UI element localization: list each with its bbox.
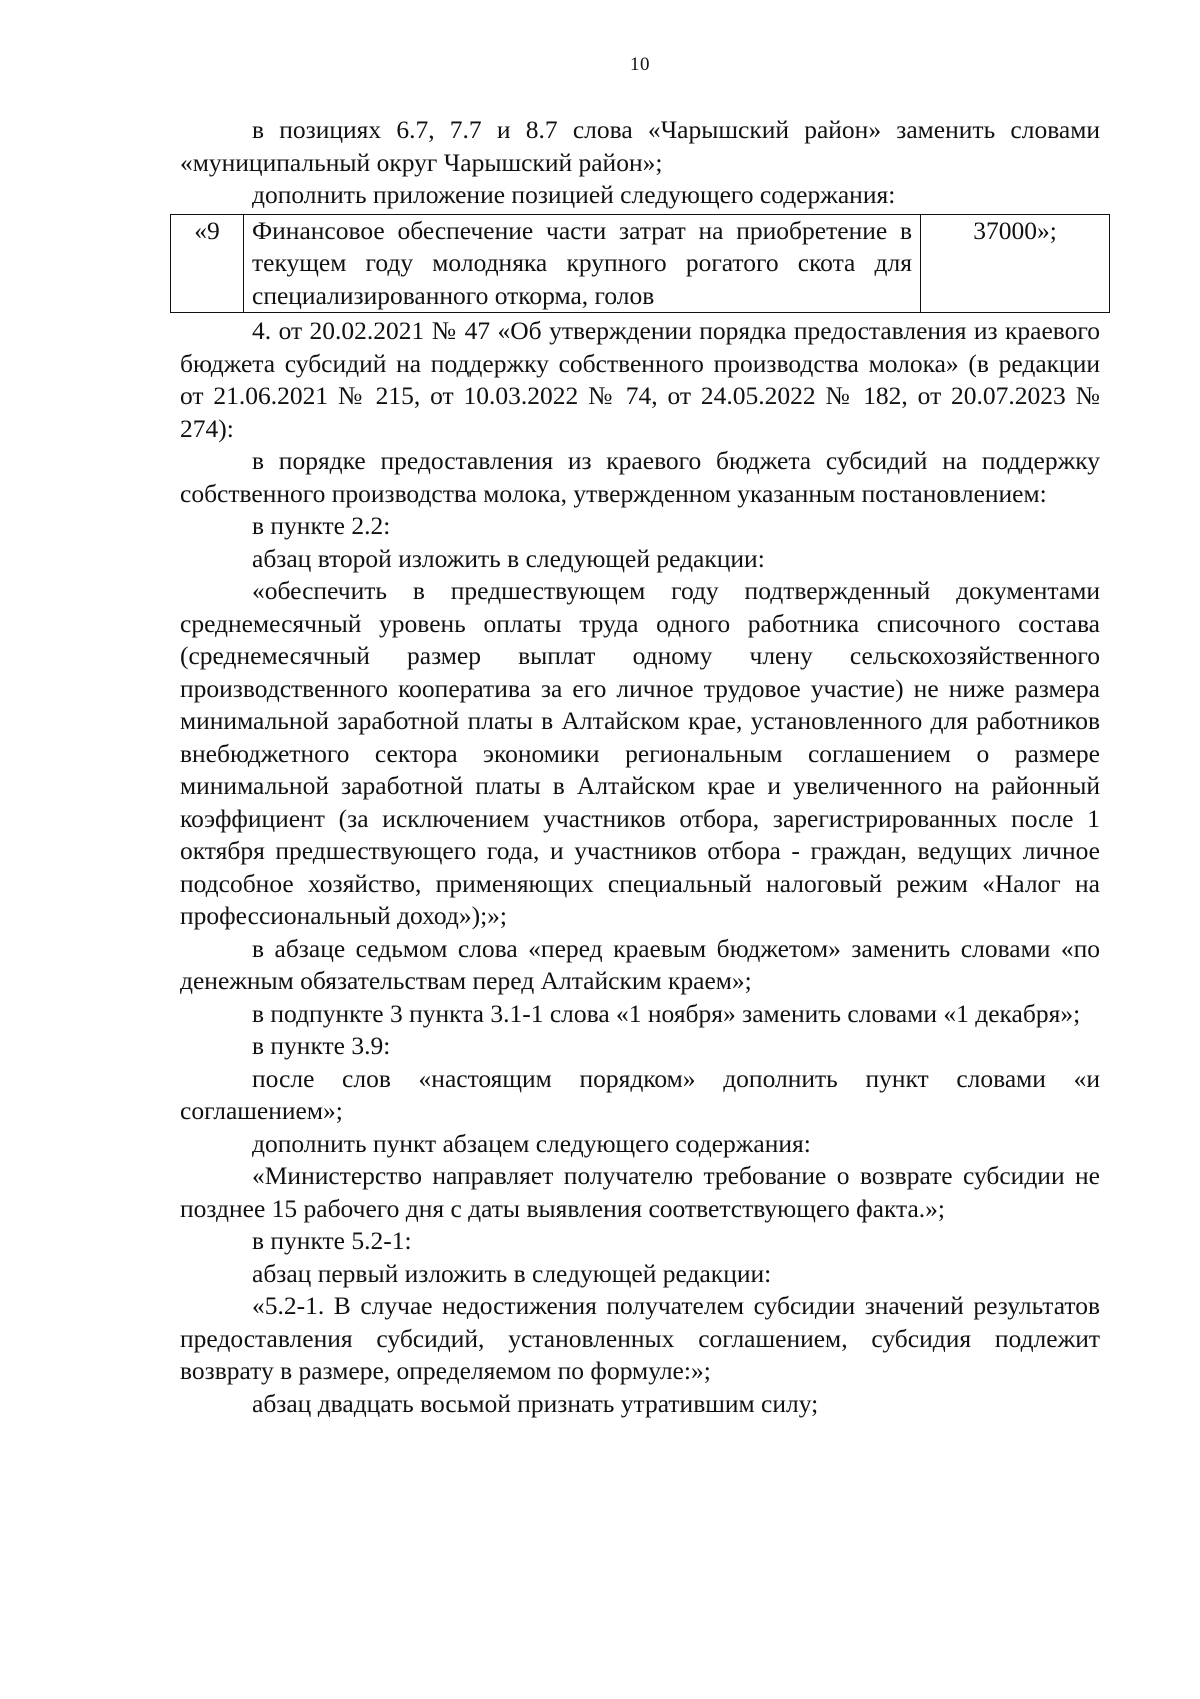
paragraph: в подпункте 3 пункта 3.1-1 слова «1 ноября» заменить словами «1 декабря»; xyxy=(252,998,1081,1028)
table-cell-description: Финансовое обеспечение части затрат на приобретение в текущем году молодняка крупного рогатого скота для специализированного откорма, голов xyxy=(244,214,921,313)
paragraph: дополнить приложение позицией следующего содержания: xyxy=(252,180,896,209)
table-cell-number: «9 xyxy=(171,214,244,313)
paragraph: 4. от 20.02.2021 № 47 «Об утверждении порядка предоставления из краевого бюджета субсидий на поддержку собственного производства молока» (в редакции от 21.06.2021 № 215, от 10.03.2022 № 74, от 24.05.2022 № 182, от 20.07.2023 № 274): xyxy=(180,316,1100,443)
page-number: 10 xyxy=(630,54,650,75)
paragraph: абзац первый изложить в следующей редакции: xyxy=(252,1258,772,1288)
appendix-table xyxy=(170,214,1110,314)
paragraph: в пункте 2.2: xyxy=(252,511,391,540)
paragraph: абзац второй изложить в следующей редакции: xyxy=(252,543,765,573)
paragraph: «Министерство направляет получателю требование о возврате субсидии не позднее 15 рабочего дня с даты выявления соответствующего факта.»; xyxy=(180,1161,1100,1223)
paragraph: абзац двадцать восьмой признать утратившим силу; xyxy=(252,1388,819,1418)
paragraph: в порядке предоставления из краевого бюджета субсидий на поддержку собственного производства молока, утвержденном указанным постановлением: xyxy=(180,446,1100,508)
paragraph: «обеспечить в предшествующем году подтвержденный документами среднемесячный уровень оплаты труда одного работника списочного состава (среднемесячный размер выплат одному члену сельскохозяйственного производственного кооператива за его личное трудовое участие) не ниже размера минимальной заработной платы в Алтайском крае, установленного для работников внебюджетного сектора экономики региональным соглашением о размере минимальной заработной платы в Алтайском крае и увеличенного на районный коэффициент (за исключением участников отбора, зарегистрированных после 1 октября предшествующего года, и участников отбора - граждан, ведущих личное подсобное хозяйство, применяющих специальный налоговый режим «Налог на профессиональный доход»);»; xyxy=(180,576,1100,930)
paragraph: после слов «настоящим порядком» дополнить пункт словами «и соглашением»; xyxy=(180,1063,1100,1125)
paragraph: «5.2-1. В случае недостижения получателем субсидии значений результатов предоставления субсидий, установленных соглашением, субсидия подлежит возврату в размере, определяемом по формуле:»; xyxy=(180,1291,1100,1385)
document-page xyxy=(180,40,1100,1420)
paragraph: в пункте 3.9: xyxy=(252,1031,391,1060)
table-cell-value: 37000»; xyxy=(921,214,1110,313)
paragraph: в пункте 5.2-1: xyxy=(252,1226,412,1255)
paragraph: в абзаце седьмом слова «перед краевым бюджетом» заменить словами «по денежным обязательствам перед Алтайским краем»; xyxy=(180,933,1100,995)
paragraph: дополнить пункт абзацем следующего содержания: xyxy=(252,1128,811,1158)
paragraph: в позициях 6.7, 7.7 и 8.7 слова «Чарышский район» заменить словами «муниципальный округ Чарышский район»; xyxy=(180,115,1100,177)
table-row xyxy=(171,214,1110,313)
